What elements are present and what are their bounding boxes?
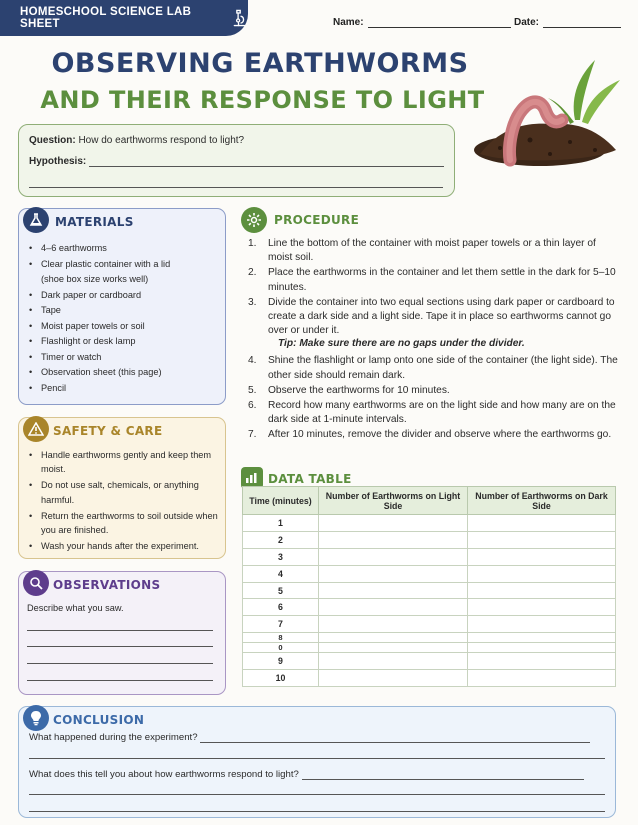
procedure-tip: Tip: Make sure there are no gaps under the divider. — [278, 338, 525, 349]
earthworm-illustration — [470, 50, 630, 170]
table-row: 10 — [243, 670, 616, 687]
list-item: • Flashlight or desk lamp — [27, 334, 222, 350]
procedure-step: 4. Shine the flashlight or lamp onto one side of the container (the light side). The other side should remain dark. — [248, 355, 618, 381]
list-item: • Handle earthworms gently and keep them moist. — [27, 448, 222, 476]
safety-panel — [18, 417, 226, 559]
procedure-step: 5. Observe the earthworms for 10 minutes. — [248, 384, 450, 396]
list-item: • Moist paper towels or soil — [27, 319, 222, 335]
question-text: How do earthworms respond to light? — [78, 135, 245, 146]
table-row: 4 — [243, 565, 616, 582]
table-row: 6 — [243, 599, 616, 616]
observations-prompt: Describe what you saw. — [27, 603, 124, 613]
list-item: • Wash your hands after the experiment. — [27, 539, 222, 553]
table-row: 9 — [243, 653, 616, 670]
list-item: • Timer or watch — [27, 350, 222, 366]
safety-list — [27, 448, 222, 553]
materials-list — [27, 241, 222, 396]
list-item: • Observation sheet (this page) — [27, 365, 222, 381]
conclusion-panel — [18, 706, 616, 818]
column-header: Time (minutes) — [243, 487, 319, 515]
gear-icon — [241, 207, 267, 233]
observations-title: OBSERVATIONS — [53, 578, 161, 592]
date-field[interactable] — [514, 17, 621, 28]
hypothesis-row[interactable] — [29, 156, 444, 167]
table-row: 3 — [243, 548, 616, 565]
warning-icon — [23, 416, 49, 442]
safety-title: SAFETY & CARE — [53, 424, 163, 438]
flask-icon — [23, 207, 49, 233]
list-item: • Dark paper or cardboard — [27, 288, 222, 304]
date-label: Date: — [514, 17, 540, 28]
column-header: Number of Earthworms on Light Side — [319, 487, 468, 515]
table-row: 8 — [243, 633, 616, 643]
header-tab — [0, 0, 248, 36]
conclusion-q2[interactable]: What does this tell you about how earthworms respond to light? — [29, 769, 584, 780]
conclusion-line[interactable] — [29, 758, 605, 759]
page-subtitle: AND THEIR RESPONSE TO LIGHT — [40, 86, 485, 114]
table-row: 0 — [243, 643, 616, 653]
lightbulb-icon — [23, 705, 49, 731]
list-item: • Return the earthworms to soil outside when you are finished. — [27, 509, 222, 537]
question-row — [29, 135, 444, 146]
procedure-step: 2. Place the earthworms in the container and let them settle in the dark for 5–10 minutes. — [248, 267, 616, 293]
list-item: • 4–6 earthworms — [27, 241, 222, 257]
data-table — [242, 486, 616, 687]
list-item: • Do not use salt, chemicals, or anything harmful. — [27, 478, 222, 506]
procedure-step: 3. Divide the container into two equal sections using dark paper or cardboard to create a dark side and a light side. Tape it in place so earthworms cannot go over or under it. — [248, 296, 615, 337]
column-header: Number of Earthworms on Dark Side — [468, 487, 616, 515]
materials-title: MATERIALS — [55, 215, 134, 229]
table-row: 5 — [243, 582, 616, 599]
question-box — [18, 124, 455, 197]
table-row: 2 — [243, 531, 616, 548]
name-label: Name: — [333, 17, 364, 28]
observation-line[interactable] — [27, 646, 213, 647]
conclusion-line[interactable] — [29, 811, 605, 812]
table-row: 1 — [243, 515, 616, 532]
page-title: OBSERVING EARTHWORMS — [51, 48, 469, 79]
list-item: • Clear plastic container with a lid (shoe box size works well) — [27, 257, 222, 288]
observation-line[interactable] — [27, 680, 213, 681]
conclusion-line[interactable] — [29, 794, 605, 795]
data-table-title: DATA TABLE — [268, 472, 352, 486]
list-item: • Tape — [27, 303, 222, 319]
materials-panel — [18, 208, 226, 405]
conclusion-title: CONCLUSION — [53, 713, 145, 727]
table-row: 7 — [243, 616, 616, 633]
observation-line[interactable] — [27, 630, 213, 631]
procedure-step: 6. Record how many earthworms are on the light side and how many are on the dark side at 1-minute intervals. — [248, 400, 616, 426]
question-label: Question: — [29, 135, 76, 146]
procedure-step: 7. After 10 minutes, remove the divider and observe where the earthworms go. — [248, 429, 612, 441]
conclusion-q1[interactable]: What happened during the experiment? — [29, 732, 590, 743]
magnifier-icon — [23, 570, 49, 596]
list-item: • Pencil — [27, 381, 222, 397]
observation-line[interactable] — [27, 663, 213, 664]
hypothesis-label: Hypothesis: — [29, 156, 87, 167]
procedure-title: PROCEDURE — [274, 213, 360, 227]
microscope-icon — [231, 8, 248, 28]
procedure-step: 1. Line the bottom of the container with moist paper towels or a thin layer of moist soil. — [248, 238, 596, 264]
observations-panel — [18, 571, 226, 695]
hypothesis-line-2[interactable] — [29, 187, 443, 188]
header-tag: HOMESCHOOL SCIENCE LAB SHEET — [20, 6, 192, 30]
name-field[interactable] — [333, 17, 511, 28]
